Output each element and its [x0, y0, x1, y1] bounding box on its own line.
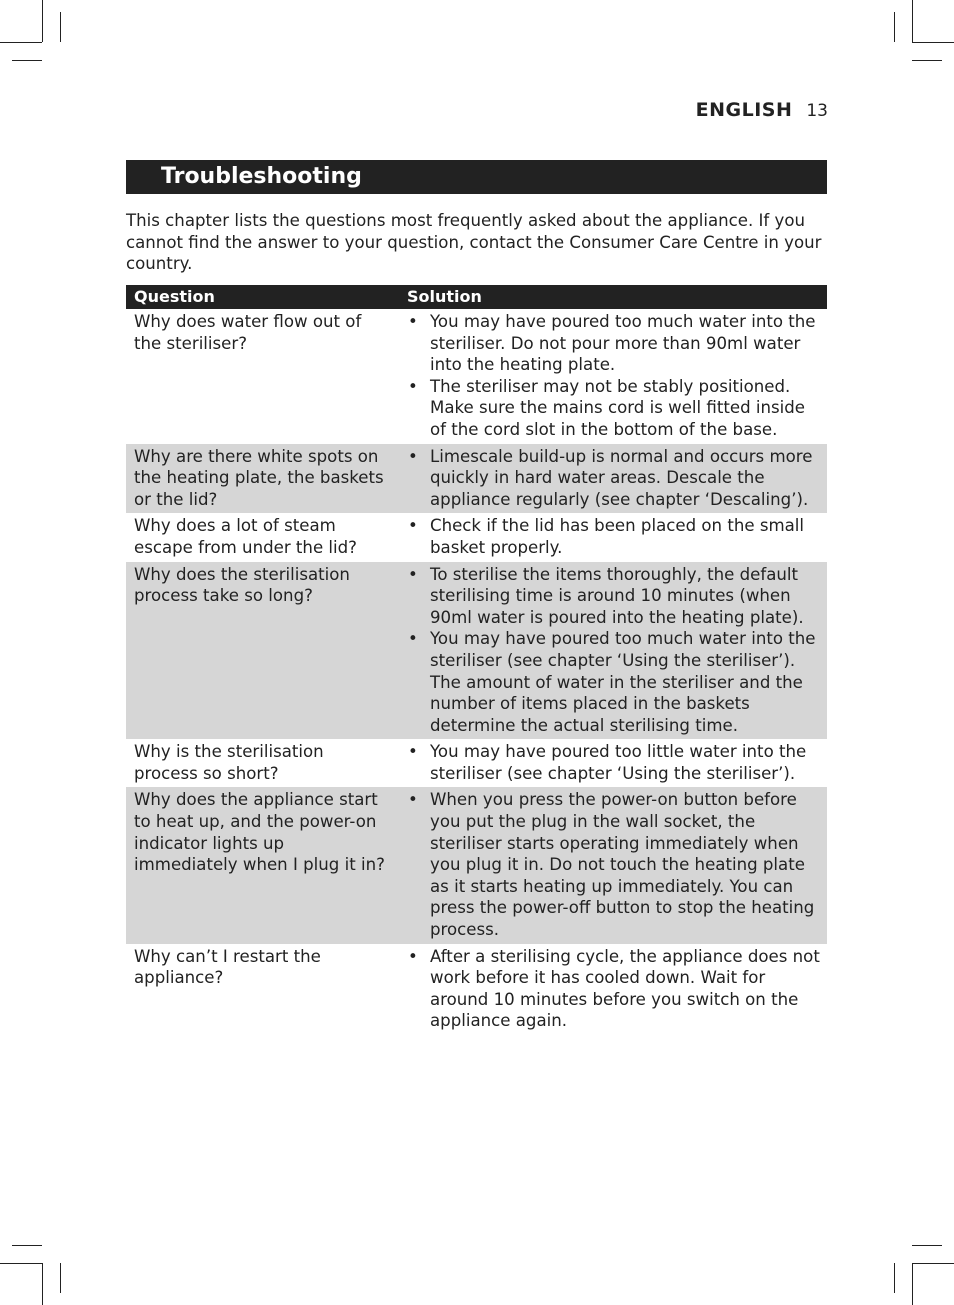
question-cell: Why can’t I restart the appliance? [134, 946, 321, 988]
table-row [126, 513, 827, 561]
solution-cell [398, 444, 827, 514]
table-row [126, 739, 827, 787]
solution-cell [398, 739, 827, 787]
crop-mark [60, 12, 61, 42]
solution-item: • You may have poured too much water into the steriliser (see chapter ‘Using the steriliser’). The amount of water in the steriliser and the number of items placed in the baskets determine the actual sterilising time. [408, 628, 821, 736]
intro-paragraph: This chapter lists the questions most frequently asked about the appliance. If you cannot find the answer to your question, contact the Consumer Care Centre in your country. [126, 211, 822, 274]
crop-mark [42, 1263, 43, 1305]
question-cell: Why does a lot of steam escape from under the lid? [134, 516, 357, 557]
table-row [126, 444, 827, 514]
question-cell: Why are there white spots on the heating plate, the baskets or the lid? [126, 444, 398, 514]
crop-mark [12, 60, 42, 61]
solution-item: • You may have poured too little water into the steriliser (see chapter ‘Using the steriliser’). [408, 741, 821, 784]
crop-mark [894, 12, 895, 42]
crop-mark [912, 1263, 954, 1264]
solution-cell [398, 944, 827, 1035]
solution-item: • After a sterilising cycle, the appliance does not work before it has cooled down. Wait for around 10 minutes before you switch on the appliance again. [408, 946, 821, 1032]
crop-mark [912, 1263, 913, 1305]
table-row [126, 309, 827, 444]
crop-mark [912, 0, 913, 42]
question-column-header: Question [126, 285, 398, 309]
crop-mark [912, 60, 942, 61]
question-cell: Why does the sterilisation process take so long? [126, 562, 398, 740]
section-title: Troubleshooting [126, 160, 827, 194]
table-row [126, 787, 827, 943]
solution-item: • You may have poured too much water into the steriliser. Do not pour more than 90ml water into the heating plate. [408, 311, 821, 376]
crop-mark [60, 1263, 61, 1293]
crop-mark [0, 42, 42, 43]
table-row [126, 944, 827, 1035]
table-header-row [126, 285, 827, 309]
page-header [696, 99, 828, 121]
solution-cell [398, 513, 827, 561]
question-cell: Why is the sterilisation process so short? [134, 742, 324, 783]
page-number: 13 [806, 101, 828, 121]
solution-item: • Check if the lid has been placed on the small basket properly. [408, 515, 821, 558]
solution-item: • When you press the power-on button before you put the plug in the wall socket, the steriliser starts operating immediately when you plug it in. Do not touch the heating plate as it starts heating up immediately. You can press the power-off button to stop the heating process. [408, 789, 821, 940]
question-cell: Why does water flow out of the steriliser? [134, 312, 362, 353]
solution-cell [398, 562, 827, 740]
solution-item: • The steriliser may not be stably positioned. Make sure the mains cord is well fitted inside of the cord slot in the bottom of the base. [408, 376, 821, 441]
solution-column-header: Solution [398, 285, 827, 309]
solution-cell [398, 787, 827, 943]
troubleshooting-table [126, 285, 827, 1035]
table-row [126, 562, 827, 740]
crop-mark [912, 1245, 942, 1246]
crop-mark [912, 42, 954, 43]
crop-mark [0, 1263, 42, 1264]
crop-mark [12, 1245, 42, 1246]
solution-item: • Limescale build-up is normal and occurs more quickly in hard water areas. Descale the appliance regularly (see chapter ‘Descaling’). [408, 446, 821, 511]
question-cell: Why does the appliance start to heat up, and the power-on indicator lights up immediately when I plug it in? [126, 787, 398, 943]
solution-cell [398, 309, 827, 444]
language-label: ENGLISH [695, 99, 793, 121]
crop-mark [42, 0, 43, 42]
crop-mark [894, 1263, 895, 1293]
solution-item: • To sterilise the items thoroughly, the default sterilising time is around 10 minutes (when 90ml water is poured into the heating plate). [408, 564, 821, 629]
